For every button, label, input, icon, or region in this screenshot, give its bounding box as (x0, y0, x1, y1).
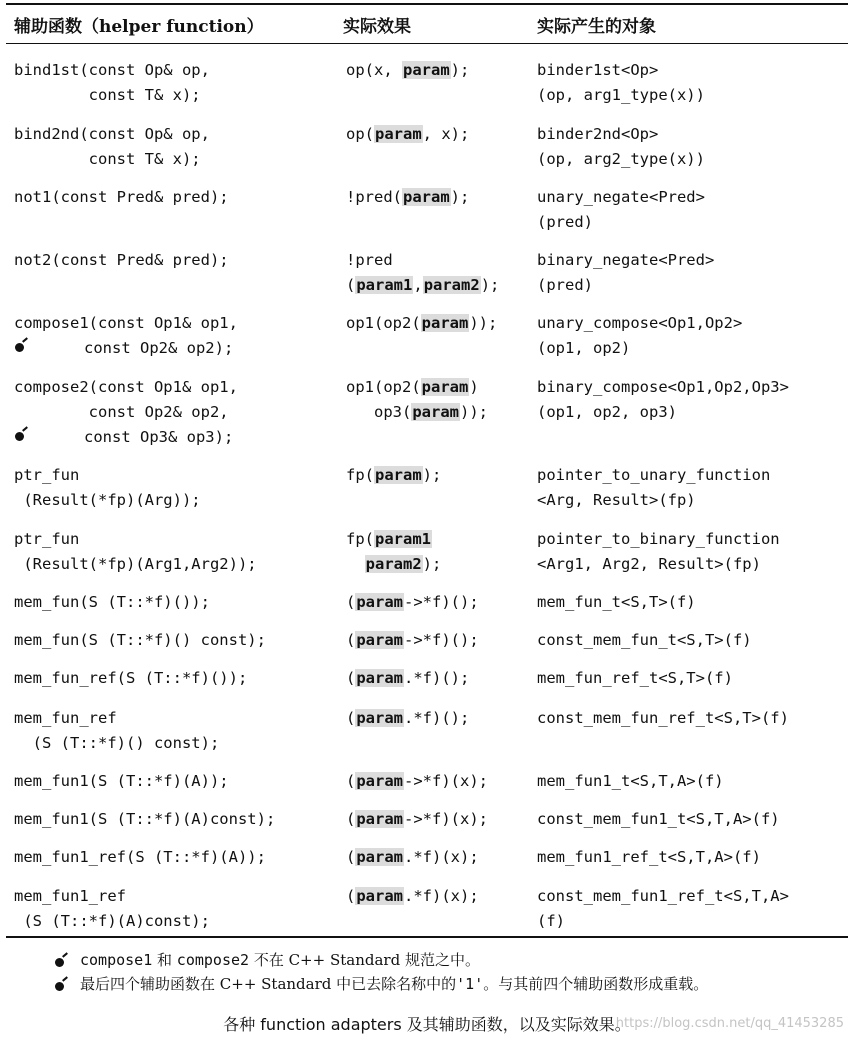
helper-function-cell-line: ptr_fun (14, 466, 80, 484)
effect-cell (346, 769, 488, 794)
helper-function-cell-line: mem_fun1_ref (14, 887, 126, 905)
effect-cell (346, 463, 441, 488)
effect-cell-line: (param->*f)(x); (346, 810, 489, 828)
object-cell (537, 590, 696, 615)
effect-cell-line: op3(param)); (346, 403, 488, 421)
object-cell-line: (op1, op2) (537, 339, 631, 357)
header-effect: 实际效果 (343, 17, 411, 37)
helper-function-cell (14, 527, 257, 577)
effect-cell-line: (param1,param2); (346, 276, 500, 294)
helper-function-cell-line: (S (T::*f)(A)const); (14, 912, 210, 930)
helper-function-cell (14, 122, 210, 172)
helper-function-cell-line: const Op2& op2, (14, 403, 229, 421)
helper-function-cell-line: const T& x); (14, 150, 201, 168)
param-highlight: param (403, 188, 450, 206)
helper-function-cell-line: not2(const Pred& pred); (14, 251, 229, 269)
effect-cell-line: (param.*f)(x); (346, 887, 479, 905)
effect-cell (346, 311, 497, 336)
table-top-rule (6, 3, 848, 5)
effect-cell-line: !pred (346, 251, 393, 269)
helper-function-cell (14, 628, 266, 653)
object-cell-line: const_mem_fun_t<S,T>(f) (537, 631, 752, 649)
object-cell-line: (op, arg2_type(x)) (537, 150, 705, 168)
helper-function-cell-line: const Op2& op2); (14, 336, 238, 361)
object-cell (537, 628, 752, 653)
effect-cell (346, 666, 469, 691)
effect-cell (346, 706, 469, 731)
figure-caption: 各种 function adapters 及其辅助函数，以及实际效果。 (223, 1015, 631, 1034)
helper-function-cell-line: mem_fun1(S (T::*f)(A)); (14, 772, 229, 790)
object-cell (537, 185, 705, 235)
object-cell-line: (pred) (537, 213, 593, 231)
effect-cell-line: (param->*f)(); (346, 631, 479, 649)
object-cell-line: <Arg1, Arg2, Result>(fp) (537, 555, 761, 573)
helper-function-cell-line: mem_fun(S (T::*f)()); (14, 593, 210, 611)
helper-function-cell (14, 706, 219, 756)
effect-cell-line: fp(param); (346, 466, 442, 484)
param-highlight: param (421, 314, 469, 332)
effect-cell (346, 58, 469, 83)
param-highlight: param1 (375, 530, 431, 548)
object-cell (537, 375, 789, 425)
helper-function-cell-line: (Result(*fp)(Arg)); (14, 491, 201, 509)
object-cell-line: (pred) (537, 276, 593, 294)
bomb-icon (54, 978, 68, 992)
object-cell-line: binder2nd<Op> (537, 125, 659, 143)
header-object: 实际产生的对象 (537, 17, 656, 37)
note-text: 最后四个辅助函数在 C++ Standard 中已去除名称中的 (80, 975, 457, 993)
effect-cell-line: op1(op2(param)); (346, 314, 498, 332)
effect-cell (346, 122, 469, 147)
helper-function-cell (14, 666, 247, 691)
bomb-icon (14, 339, 28, 353)
helper-function-cell-line: bind2nd(const Op& op, (14, 125, 210, 143)
helper-function-cell (14, 58, 210, 108)
effect-cell-line: !pred(param); (346, 188, 470, 206)
code-term: compose1 (80, 951, 153, 969)
object-cell-line: const_mem_fun1_t<S,T,A>(f) (537, 810, 780, 828)
param-highlight: param (356, 709, 404, 727)
note-text: 。与其前四个辅助函数形成重载。 (483, 975, 709, 993)
param-highlight: param (421, 378, 469, 396)
helper-function-cell (14, 248, 229, 273)
header-helper-function: 辅助函数（helper function） (14, 17, 264, 37)
object-cell (537, 807, 780, 832)
object-cell-line: <Arg, Result>(fp) (537, 491, 696, 509)
param-highlight: param (356, 631, 404, 649)
object-cell-line: binary_compose<Op1,Op2,Op3> (537, 378, 789, 396)
object-cell-line: (op, arg1_type(x)) (537, 86, 705, 104)
param-highlight: param1 (356, 276, 413, 294)
object-cell (537, 122, 705, 172)
helper-function-cell (14, 769, 229, 794)
effect-cell-line: param2); (365, 555, 442, 573)
helper-function-cell (14, 807, 275, 832)
object-cell (537, 463, 770, 513)
object-cell-line: (op1, op2, op3) (537, 403, 677, 421)
effect-cell (346, 807, 488, 832)
helper-function-cell-line: mem_fun1_ref(S (T::*f)(A)); (14, 848, 266, 866)
effect-cell-line: (param->*f)(); (346, 593, 479, 611)
object-cell-line: unary_negate<Pred> (537, 188, 705, 206)
object-cell-line: binary_negate<Pred> (537, 251, 715, 269)
param-highlight: param (412, 403, 459, 421)
helper-function-cell-line: not1(const Pred& pred); (14, 188, 229, 206)
object-cell (537, 58, 705, 108)
helper-function-cell (14, 375, 238, 450)
object-cell (537, 248, 714, 298)
object-cell-line: (f) (537, 912, 565, 930)
object-cell-line: pointer_to_unary_function (537, 466, 771, 484)
effect-cell-line: (param.*f)(); (346, 709, 470, 727)
param-highlight: param (403, 61, 450, 79)
note-text: 不在 C++ Standard 规范之中。 (249, 951, 480, 969)
object-cell-line: const_mem_fun1_ref_t<S,T,A> (537, 887, 789, 905)
object-cell-line: mem_fun_ref_t<S,T>(f) (537, 669, 733, 687)
object-cell (537, 311, 742, 361)
object-cell-line: mem_fun1_t<S,T,A>(f) (537, 772, 724, 790)
effect-cell (346, 845, 479, 870)
helper-function-cell-line: mem_fun_ref(S (T::*f)()); (14, 669, 248, 687)
object-cell-line: binder1st<Op> (537, 61, 659, 79)
table-bottom-rule (6, 936, 848, 938)
object-cell (537, 527, 780, 577)
helper-function-cell-line: ptr_fun (14, 530, 80, 548)
param-highlight: param (356, 810, 404, 828)
effect-cell (346, 375, 488, 425)
param-highlight: param (356, 887, 404, 905)
helper-function-cell (14, 185, 229, 210)
helper-function-cell (14, 590, 210, 615)
effect-cell (346, 248, 499, 298)
param-highlight: param (356, 593, 404, 611)
effect-cell (346, 527, 441, 577)
helper-function-cell-line: compose1(const Op1& op1, (14, 314, 238, 332)
helper-function-cell-line: mem_fun(S (T::*f)() const); (14, 631, 266, 649)
code-term: compose2 (176, 951, 250, 969)
effect-cell (346, 590, 479, 615)
effect-cell (346, 628, 479, 653)
object-cell-line: mem_fun1_ref_t<S,T,A>(f) (537, 848, 761, 866)
bomb-icon (14, 428, 28, 442)
effect-cell-line: (param->*f)(x); (346, 772, 489, 790)
param-highlight: param (375, 466, 422, 484)
helper-function-cell-line: (S (T::*f)() const); (14, 734, 220, 752)
footnote-text (80, 972, 708, 996)
effect-cell-line: fp(param1 (346, 530, 431, 548)
effect-cell (346, 185, 469, 210)
object-cell-line: mem_fun_t<S,T>(f) (537, 593, 696, 611)
object-cell (537, 769, 724, 794)
helper-function-cell-line: const T& x); (14, 86, 201, 104)
object-cell (537, 666, 733, 691)
bomb-icon (54, 954, 68, 968)
helper-function-cell-line: compose2(const Op1& op1, (14, 378, 238, 396)
helper-function-cell (14, 845, 266, 870)
code-term: '1' (456, 975, 484, 993)
helper-function-cell-line: mem_fun_ref (14, 709, 117, 727)
footnote-text (80, 948, 480, 972)
effect-cell-line: op(x, param); (346, 61, 470, 79)
effect-cell-line: (param.*f)(x); (346, 848, 479, 866)
note-text: 和 (152, 951, 177, 969)
effect-cell-line: op1(op2(param) (346, 378, 479, 396)
helper-function-cell (14, 311, 238, 361)
param-highlight: param2 (423, 276, 480, 294)
object-cell (537, 706, 789, 731)
header-rule (6, 43, 848, 44)
object-cell (537, 845, 761, 870)
helper-function-cell-line: mem_fun1(S (T::*f)(A)const); (14, 810, 276, 828)
param-highlight: param (356, 669, 404, 687)
param-highlight: param (356, 772, 404, 790)
helper-function-cell-line: (Result(*fp)(Arg1,Arg2)); (14, 555, 257, 573)
param-highlight: param (375, 125, 422, 143)
watermark: https://blog.csdn.net/qq_41453285 (615, 1016, 844, 1031)
param-highlight: param (356, 848, 404, 866)
object-cell-line: const_mem_fun_ref_t<S,T>(f) (537, 709, 789, 727)
object-cell-line: pointer_to_binary_function (537, 530, 780, 548)
object-cell (537, 884, 789, 934)
effect-cell-line: op(param, x); (346, 125, 470, 143)
helper-function-cell (14, 463, 201, 513)
helper-function-cell (14, 884, 210, 934)
effect-cell (346, 884, 479, 909)
helper-function-cell-line: bind1st(const Op& op, (14, 61, 210, 79)
effect-cell-line: (param.*f)(); (346, 669, 470, 687)
param-highlight: param2 (365, 555, 422, 573)
helper-function-cell-line: const Op3& op3); (14, 425, 238, 450)
object-cell-line: unary_compose<Op1,Op2> (537, 314, 743, 332)
